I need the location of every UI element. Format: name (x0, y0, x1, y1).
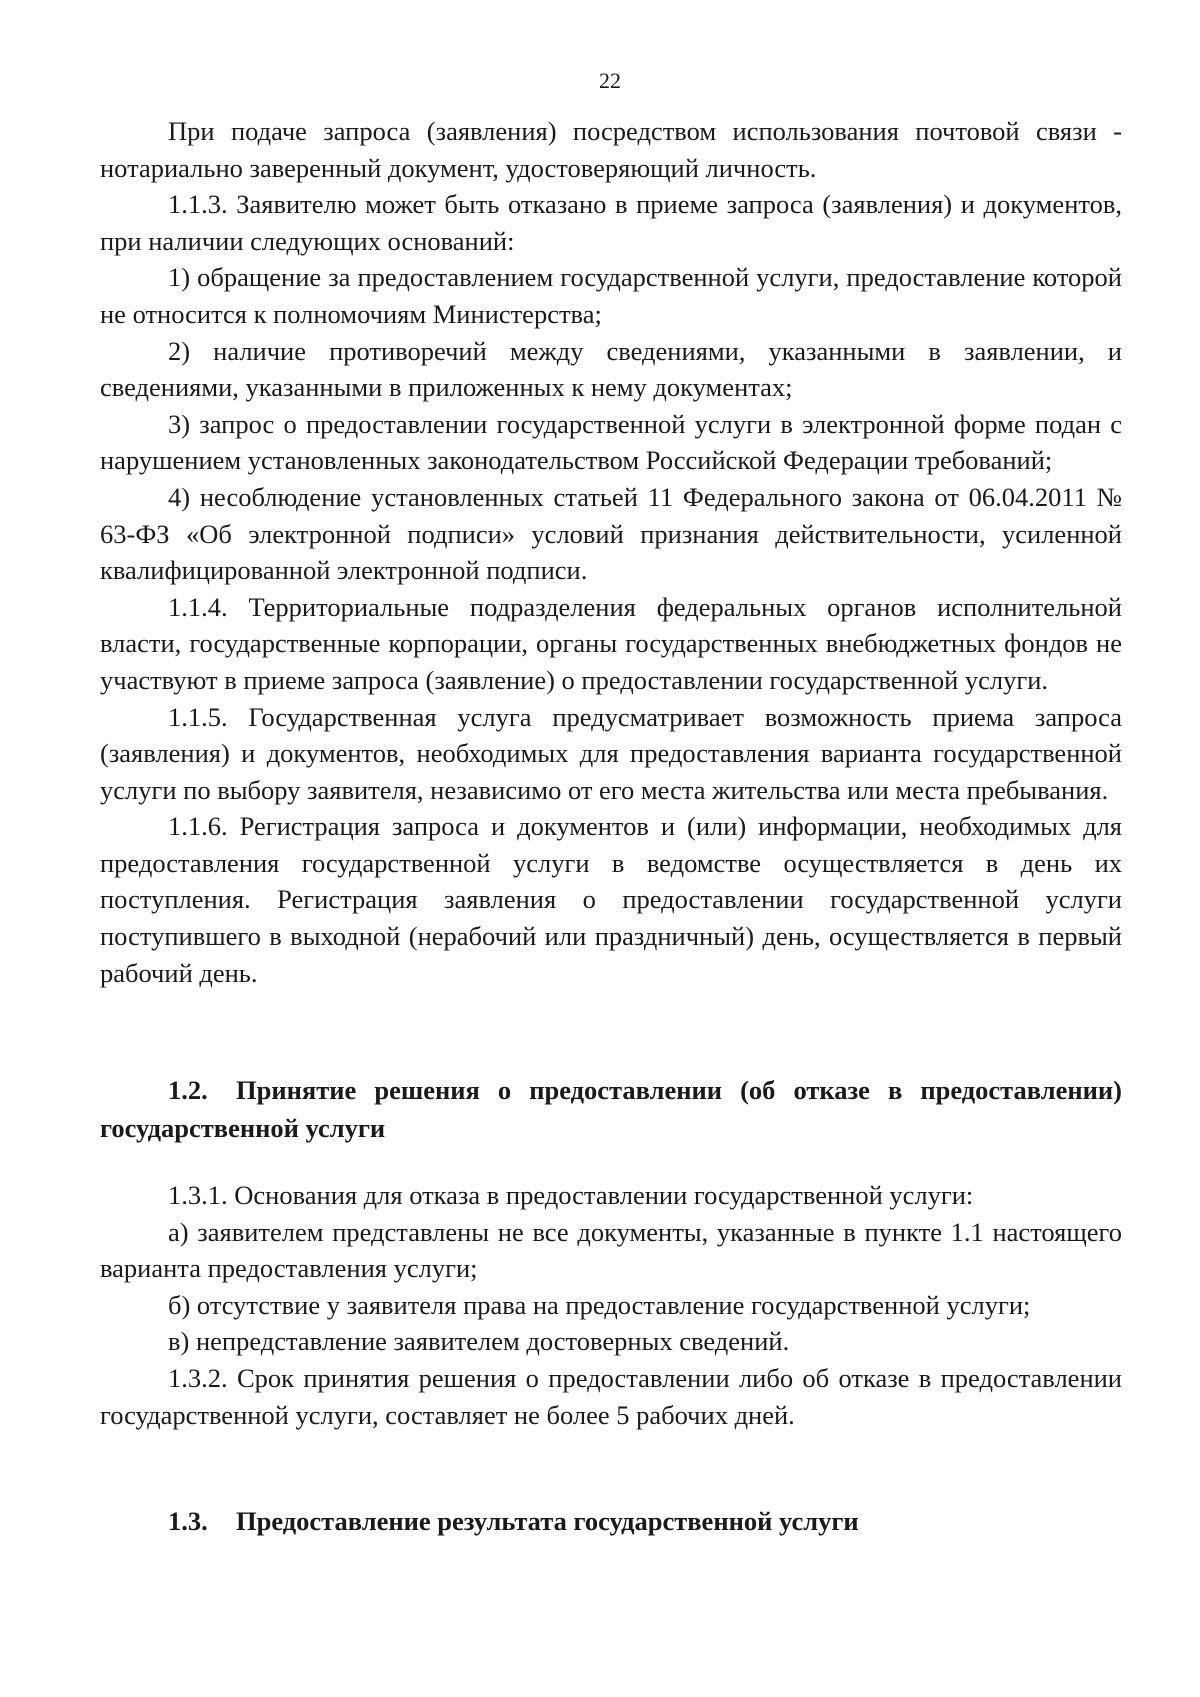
text-block-top (100, 113, 1122, 991)
section-heading-1-2 (100, 1071, 1122, 1147)
section-title: Принятие решения о предоставлении (об отказе в предоставлении) государственной услуги (100, 1075, 1122, 1143)
section-number: 1.3. (168, 1506, 208, 1536)
paragraph: 1.1.4. Территориальные подразделения федеральных органов исполнительной власти, государственные корпорации, органы государственных внебюджетных фондов не участвуют в приеме запроса (заявление) о предоставлении государственной услуги. (100, 591, 1122, 695)
paragraph: При подаче запроса (заявления) посредством использования почтовой связи - нотариально заверенный документ, удостоверяющий личность. (100, 116, 1122, 183)
section-heading-1-3 (100, 1502, 1122, 1540)
paragraph: в) непредставление заявителем достоверных сведений. (168, 1326, 790, 1357)
paragraph: 1.1.3. Заявителю может быть отказано в приеме запроса (заявления) и документов, при наличии следующих оснований: (100, 189, 1122, 256)
section-number: 1.2. (168, 1075, 208, 1105)
paragraph: 4) несоблюдение установленных статьей 11 Федерального закона от 06.04.2011 № 63-ФЗ «Об электронной подписи» условий признания действительности, усиленной квалифицированной электронной подписи. (100, 481, 1122, 586)
paragraph: 1.1.6. Регистрация запроса и документов и (или) информации, необходимых для предоставления государственной услуги в ведомстве осуществляется в день их поступления. Регистрация заявления о предоставлении государственной услуги поступившего в выходной (нерабочий или праздничный) день, осуществляется в первый рабочий день. (100, 811, 1122, 988)
paragraph: 2) наличие противоречий между сведениями, указанными в заявлении, и сведениями, указанными в приложенных к нему документах; (100, 335, 1122, 403)
paragraph: 1.3.1. Основания для отказа в предоставлении государственной услуги: (168, 1180, 974, 1210)
paragraph: 1.3.2. Срок принятия решения о предоставлении либо об отказе в предоставлении государственной услуги, составляет не более 5 рабочих дней. (100, 1362, 1122, 1430)
section-title: Предоставление результата государственной услуги (236, 1506, 859, 1536)
paragraph: а) заявителем представлены не все документы, указанные в пункте 1.1 настоящего варианта предоставления услуги; (100, 1216, 1122, 1284)
text-block-middle (100, 1177, 1122, 1433)
paragraph: 1.1.5. Государственная услуга предусматривает возможность приема запроса (заявления) и документов, необходимых для предоставления варианта государственной услуги по выбору заявителя, независимо от его места жительства или места пребывания. (100, 701, 1122, 805)
paragraph: б) отсутствие у заявителя права на предоставление государственной услуги; (168, 1289, 1031, 1320)
page-number: 22 (599, 68, 621, 93)
paragraph: 3) запрос о предоставлении государственной услуги в электронной форме подан с нарушением установленных законодательством Российской Федерации требований; (100, 408, 1122, 476)
paragraph: 1) обращение за предоставлением государственной услуги, предоставление которой не относится к полномочиям Министерства; (100, 262, 1122, 329)
